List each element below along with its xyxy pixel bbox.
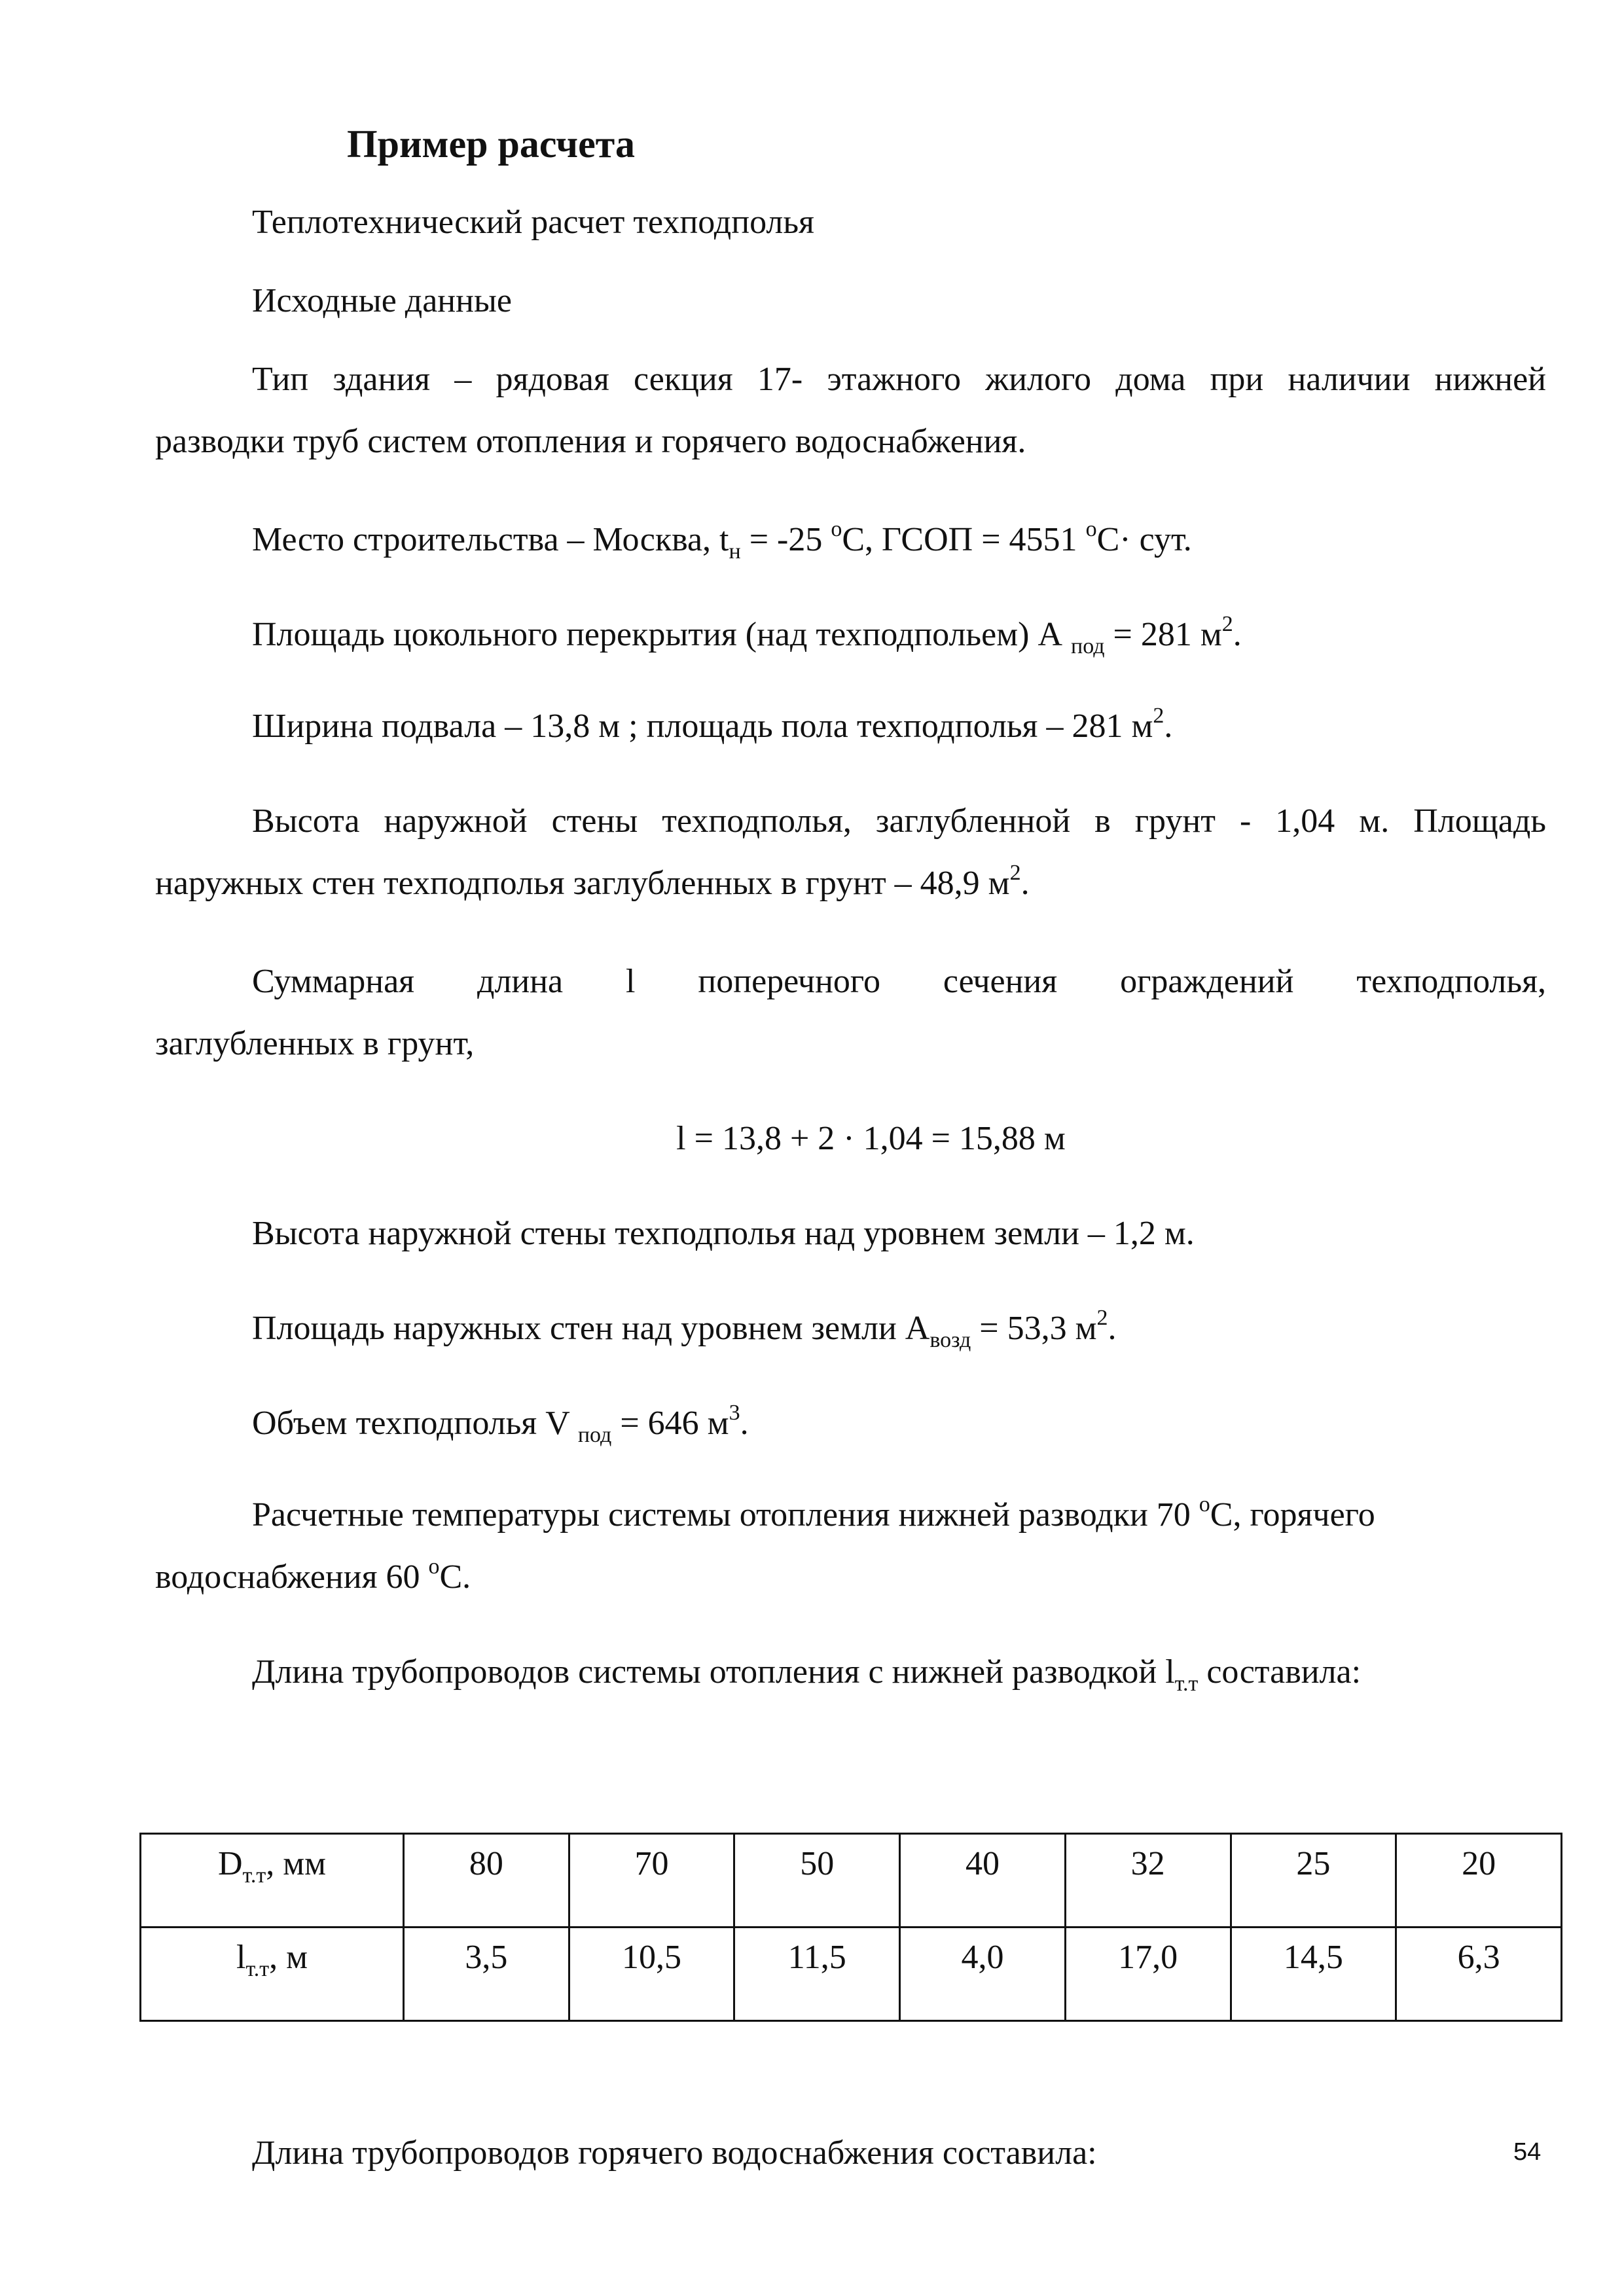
above-ground-area-line: Площадь наружных стен над уровнем земли $А_{возд} = 53,3$ $м^2$. bbox=[252, 1306, 1117, 1352]
page-title: Пример расчета bbox=[347, 122, 635, 166]
length-formula: l = 13,8 + 2 · 1,04 = 15,88 м bbox=[676, 1120, 1066, 1157]
table-row-length bbox=[141, 1928, 1562, 2021]
building-type-line-2: разводки труб систем отопления и горячего водоснабжения. bbox=[155, 423, 1026, 460]
location-line: Место строительства – Москва, $t_н = -25$ $^о$С, ГСОП = 4551 $^о$С· сут. bbox=[252, 517, 1192, 564]
total-length-line-1: Суммарная длина l поперечного сечения ограждений техподполья, bbox=[252, 963, 1546, 1000]
subtitle: Теплотехнический расчет техподполья bbox=[252, 204, 814, 241]
pipe-length-table bbox=[139, 1833, 1562, 2022]
floor-area-line: Площадь цокольного перекрытия (над техподпольем) А $_{под}$ = 281 $м^2$. bbox=[252, 612, 1242, 658]
table-cell: 80 bbox=[404, 1834, 569, 1928]
table-cell: 14,5 bbox=[1231, 1928, 1396, 2021]
total-length-line-2: заглубленных в грунт, bbox=[155, 1025, 475, 1062]
design-temps-line-1: Расчетные температуры системы отопления нижней разводки 70 $^о$С, горячего bbox=[252, 1492, 1375, 1534]
volume-line: Объем техподполья V $_{под}$ = 646 $м^3$. bbox=[252, 1401, 749, 1447]
wall-height-line-2: наружных стен техподполья заглубленных в грунт – 48,9 $м^2$. bbox=[155, 861, 1030, 902]
table-cell: 10,5 bbox=[569, 1928, 734, 2021]
table-cell: 17,0 bbox=[1065, 1928, 1231, 2021]
table-cell: 11,5 bbox=[734, 1928, 900, 2021]
table-row-diameter bbox=[141, 1834, 1562, 1928]
table-cell: 25 bbox=[1231, 1834, 1396, 1928]
table-cell: 3,5 bbox=[404, 1928, 569, 2021]
hot-water-intro: Длина трубопроводов горячего водоснабжения составила: bbox=[252, 2134, 1097, 2172]
table-cell: 70 bbox=[569, 1834, 734, 1928]
page-number: 54 bbox=[1513, 2138, 1542, 2166]
table-cell: 50 bbox=[734, 1834, 900, 1928]
building-type-line-1: Тип здания – рядовая секция 17- этажного жилого дома при наличии нижней bbox=[252, 361, 1546, 398]
table-cell-diameter-label: $D_{т.т}$, мм bbox=[141, 1834, 404, 1928]
wall-height-line-1: Высота наружной стены техподполья, заглубленной в грунт - 1,04 м. Площадь bbox=[252, 802, 1546, 840]
table-cell: 40 bbox=[900, 1834, 1066, 1928]
above-ground-height-line: Высота наружной стены техподполья над уровнем земли – 1,2 м. bbox=[252, 1215, 1195, 1252]
basement-width-line: Ширина подвала – 13,8 м ; площадь пола техподполья – 281 $м^2$. bbox=[252, 704, 1173, 745]
table-cell: 32 bbox=[1065, 1834, 1231, 1928]
initial-data-heading: Исходные данные bbox=[252, 282, 512, 319]
table-cell: 20 bbox=[1396, 1834, 1562, 1928]
pipe-length-intro: Длина трубопроводов системы отопления с нижней разводкой $l_{т.т}$ составила: bbox=[252, 1653, 1362, 1696]
table-cell-length-label: $l_{т.т}$, м bbox=[141, 1928, 404, 2021]
table-cell: 6,3 bbox=[1396, 1928, 1562, 2021]
design-temps-line-2: водоснабжения 60 $^о$С. bbox=[155, 1554, 471, 1596]
table-cell: 4,0 bbox=[900, 1928, 1066, 2021]
